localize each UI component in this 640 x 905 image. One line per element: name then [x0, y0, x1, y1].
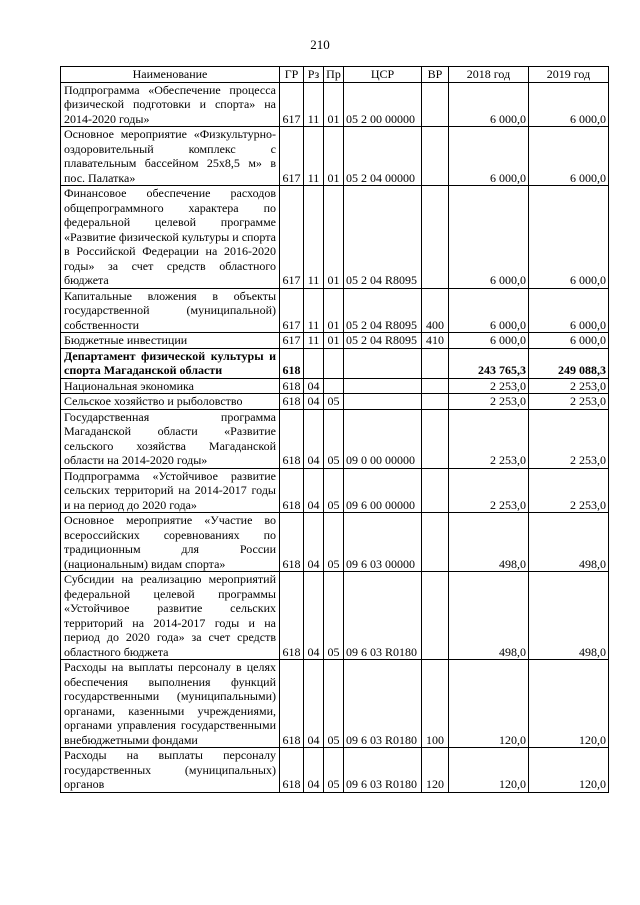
table-row [61, 394, 609, 410]
cell-2018: 2 253,0 [449, 394, 529, 410]
cell-2018: 498,0 [449, 513, 529, 572]
cell-2019: 6 000,0 [529, 186, 609, 289]
cell-csr: 09 6 03 R0180 [344, 660, 422, 748]
cell-gr: 618 [280, 348, 304, 378]
cell-vr [422, 409, 449, 468]
cell-csr: 09 6 03 R0180 [344, 572, 422, 660]
cell-gr: 617 [280, 288, 304, 333]
cell-2018: 243 765,3 [449, 348, 529, 378]
cell-csr [344, 378, 422, 394]
cell-pr: 05 [324, 394, 344, 410]
cell-rz: 04 [304, 468, 324, 513]
cell-gr: 618 [280, 409, 304, 468]
cell-2019: 249 088,3 [529, 348, 609, 378]
cell-csr: 05 2 04 R8095 [344, 333, 422, 349]
cell-gr: 618 [280, 468, 304, 513]
cell-rz: 04 [304, 748, 324, 793]
page-number: 210 [310, 37, 330, 52]
cell-vr: 120 [422, 748, 449, 793]
cell-name: Бюджетные инвестиции [61, 333, 280, 349]
cell-2019: 6 000,0 [529, 288, 609, 333]
cell-gr: 617 [280, 333, 304, 349]
cell-2019: 2 253,0 [529, 378, 609, 394]
cell-pr: 01 [324, 82, 344, 127]
cell-rz [304, 348, 324, 378]
table-row [61, 186, 609, 289]
table-row [61, 378, 609, 394]
cell-pr: 05 [324, 513, 344, 572]
cell-csr: 09 6 00 00000 [344, 468, 422, 513]
cell-pr: 01 [324, 186, 344, 289]
cell-pr: 05 [324, 409, 344, 468]
cell-2019: 6 000,0 [529, 333, 609, 349]
cell-2019: 498,0 [529, 513, 609, 572]
cell-2018: 6 000,0 [449, 288, 529, 333]
cell-pr: 05 [324, 468, 344, 513]
cell-2019: 6 000,0 [529, 127, 609, 186]
cell-vr [422, 186, 449, 289]
cell-name: Капитальные вложения в объекты государственной (муниципальной) собственности [61, 288, 280, 333]
header-vr: ВР [422, 67, 449, 83]
table-row [61, 82, 609, 127]
cell-name: Департамент физической культуры и спорта Магаданской области [61, 348, 280, 378]
table-row [61, 127, 609, 186]
table-row [61, 748, 609, 793]
cell-rz: 04 [304, 378, 324, 394]
cell-gr: 618 [280, 748, 304, 793]
header-pr: Пр [324, 67, 344, 83]
cell-pr: 01 [324, 333, 344, 349]
cell-gr: 618 [280, 572, 304, 660]
cell-name: Субсидии на реализацию мероприятий федеральной целевой программы «Устойчивое развитие сельских территорий на 2014-2017 годы и на период до 2020 года» за счет средств областного бюджета [61, 572, 280, 660]
cell-vr: 410 [422, 333, 449, 349]
header-2018: 2018 год [449, 67, 529, 83]
cell-rz: 11 [304, 127, 324, 186]
cell-vr [422, 394, 449, 410]
cell-2019: 120,0 [529, 748, 609, 793]
table-body [61, 82, 609, 792]
table-row [61, 333, 609, 349]
cell-2018: 2 253,0 [449, 468, 529, 513]
header-gr: ГР [280, 67, 304, 83]
cell-rz: 04 [304, 394, 324, 410]
cell-vr [422, 513, 449, 572]
cell-2019: 2 253,0 [529, 394, 609, 410]
cell-rz: 04 [304, 513, 324, 572]
cell-name: Финансовое обеспечение расходов общепрограммного характера по федеральной целевой программе «Развитие физической культуры и спорта в Российской Федерации на 2016-2020 годы» за счет средств областного бюджета [61, 186, 280, 289]
cell-pr: 01 [324, 127, 344, 186]
cell-csr: 05 2 04 R8095 [344, 288, 422, 333]
cell-csr [344, 394, 422, 410]
cell-name: Сельское хозяйство и рыболовство [61, 394, 280, 410]
table-row [61, 513, 609, 572]
cell-csr: 05 2 00 00000 [344, 82, 422, 127]
table-row [61, 348, 609, 378]
cell-name: Государственная программа Магаданской области «Развитие сельского хозяйства Магаданской области на 2014-2020 годы» [61, 409, 280, 468]
cell-pr [324, 378, 344, 394]
table-row [61, 572, 609, 660]
cell-rz: 11 [304, 288, 324, 333]
cell-pr: 05 [324, 748, 344, 793]
cell-csr [344, 348, 422, 378]
cell-csr: 09 6 03 00000 [344, 513, 422, 572]
table-row [61, 468, 609, 513]
cell-name: Подпрограмма «Обеспечение процесса физической подготовки и спорта» на 2014-2020 годы» [61, 82, 280, 127]
cell-name: Национальная экономика [61, 378, 280, 394]
cell-vr [422, 348, 449, 378]
cell-gr: 618 [280, 660, 304, 748]
header-name: Наименование [61, 67, 280, 83]
cell-csr: 09 0 00 00000 [344, 409, 422, 468]
header-2019: 2019 год [529, 67, 609, 83]
cell-vr: 100 [422, 660, 449, 748]
header-csr: ЦСР [344, 67, 422, 83]
cell-name: Основное мероприятие «Участие во всероссийских соревнованиях по традиционным для России (национальным) видам спорта» [61, 513, 280, 572]
cell-pr: 05 [324, 572, 344, 660]
cell-2018: 120,0 [449, 748, 529, 793]
cell-name: Расходы на выплаты персоналу в целях обеспечения выполнения функций государственными (муниципальными) органами, казенными учреждениями, органами управления государственными внебюджетными фондами [61, 660, 280, 748]
cell-2018: 6 000,0 [449, 186, 529, 289]
table-row [61, 288, 609, 333]
cell-2019: 6 000,0 [529, 82, 609, 127]
cell-csr: 05 2 04 R8095 [344, 186, 422, 289]
cell-2018: 6 000,0 [449, 333, 529, 349]
cell-vr: 400 [422, 288, 449, 333]
cell-rz: 04 [304, 572, 324, 660]
cell-vr [422, 127, 449, 186]
cell-rz: 04 [304, 660, 324, 748]
cell-gr: 617 [280, 127, 304, 186]
cell-rz: 11 [304, 333, 324, 349]
cell-name: Основное мероприятие «Физкультурно-оздоровительный комплекс с плавательным бассейном 25х8,5 м» в пос. Палатка» [61, 127, 280, 186]
cell-rz: 11 [304, 186, 324, 289]
cell-2018: 6 000,0 [449, 127, 529, 186]
cell-gr: 618 [280, 394, 304, 410]
cell-name: Подпрограмма «Устойчивое развитие сельских территорий на 2014-2017 годы и на период до 2020 года» [61, 468, 280, 513]
cell-name: Расходы на выплаты персоналу государственных (муниципальных) органов [61, 748, 280, 793]
cell-gr: 618 [280, 378, 304, 394]
cell-gr: 617 [280, 82, 304, 127]
cell-csr: 05 2 04 00000 [344, 127, 422, 186]
cell-2018: 120,0 [449, 660, 529, 748]
cell-2018: 498,0 [449, 572, 529, 660]
cell-2018: 6 000,0 [449, 82, 529, 127]
cell-2018: 2 253,0 [449, 378, 529, 394]
cell-2019: 2 253,0 [529, 409, 609, 468]
cell-vr [422, 378, 449, 394]
cell-pr: 05 [324, 660, 344, 748]
budget-table [60, 66, 609, 793]
cell-gr: 618 [280, 513, 304, 572]
cell-gr: 617 [280, 186, 304, 289]
header-rz: Рз [304, 67, 324, 83]
cell-2019: 2 253,0 [529, 468, 609, 513]
cell-vr [422, 572, 449, 660]
cell-2018: 2 253,0 [449, 409, 529, 468]
table-row [61, 660, 609, 748]
cell-vr [422, 82, 449, 127]
cell-rz: 11 [304, 82, 324, 127]
table-row [61, 409, 609, 468]
cell-vr [422, 468, 449, 513]
cell-2019: 498,0 [529, 572, 609, 660]
cell-2019: 120,0 [529, 660, 609, 748]
cell-pr: 01 [324, 288, 344, 333]
cell-csr: 09 6 03 R0180 [344, 748, 422, 793]
cell-pr [324, 348, 344, 378]
cell-rz: 04 [304, 409, 324, 468]
table-header-row [61, 67, 609, 83]
